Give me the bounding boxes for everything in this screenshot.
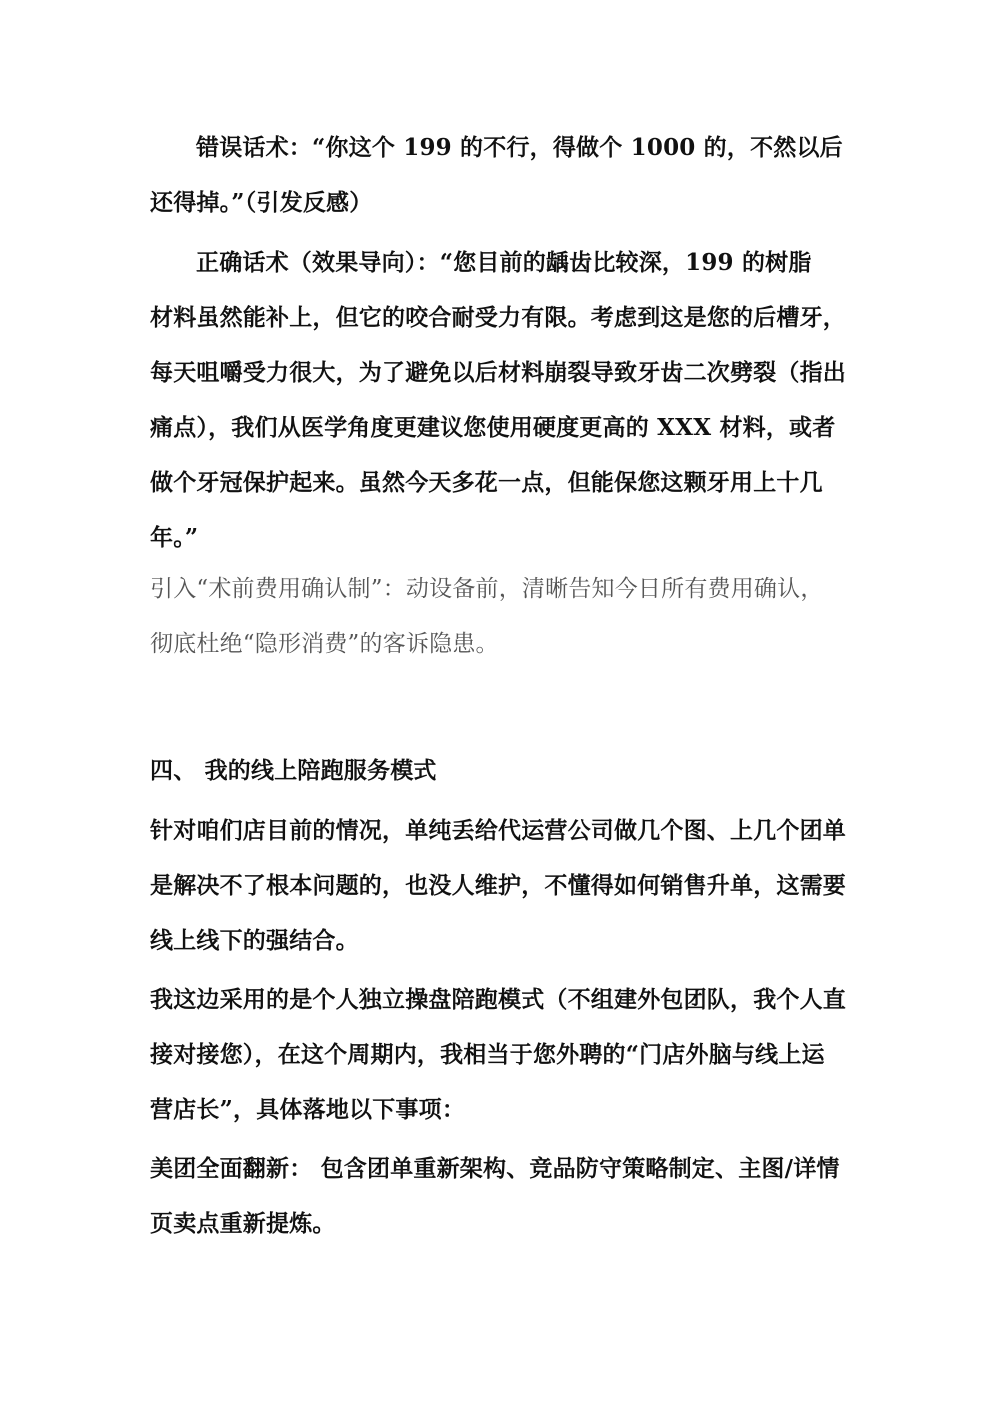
text-line: 彻底杜绝“隐形消费”的客诉隐患。 <box>150 631 499 657</box>
text-line: 还得掉。”（引发反感） <box>150 189 373 216</box>
wrong-script-paragraph <box>150 120 850 230</box>
text-line: 每天咀嚼受力很大，为了避免以后材料崩裂导致牙齿二次劈裂（指出 <box>150 359 846 386</box>
text-line: 页卖点重新提炼。 <box>150 1210 336 1237</box>
heading-text: 四、 我的线上陪跑服务模式 <box>150 757 437 784</box>
text-line: 做个牙冠保护起来。虽然今天多花一点，但能保您这颗牙用上十几 <box>150 469 823 496</box>
text-line: 营店长”，具体落地以下事项： <box>150 1096 466 1123</box>
text-line: 我这边采用的是个人独立操盘陪跑模式（不组建外包团队，我个人直 <box>150 986 846 1013</box>
service-mode-paragraph <box>150 972 850 1137</box>
correct-script-paragraph <box>150 235 850 565</box>
text-line: 美团全面翻新： 包含团单重新架构、竞品防守策略制定、主图/详情 <box>150 1155 840 1182</box>
fee-confirmation-paragraph <box>150 562 850 672</box>
meituan-paragraph <box>150 1141 850 1251</box>
text-line: 是解决不了根本问题的，也没人维护，不懂得如何销售升单，这需要 <box>150 872 846 899</box>
text-line: 线上线下的强结合。 <box>150 927 359 954</box>
text-line: 材料虽然能补上，但它的咬合耐受力有限。考虑到这是您的后槽牙， <box>150 304 846 331</box>
situation-paragraph <box>150 803 850 968</box>
text-line: 年。” <box>150 524 199 551</box>
text-line: 针对咱们店目前的情况，单纯丢给代运营公司做几个图、上几个团单 <box>150 817 846 844</box>
text-line: 接对接您），在这个周期内，我相当于您外聘的“门店外脑与线上运 <box>150 1041 825 1068</box>
text-line: 引入“术前费用确认制”：动设备前，清晰告知今日所有费用确认， <box>150 576 824 602</box>
text-line: 正确话术（效果导向）：“您目前的龋齿比较深，199 的树脂 <box>196 249 812 276</box>
section-heading <box>150 743 850 798</box>
text-line: 痛点），我们从医学角度更建议您使用硬度更高的 XXX 材料，或者 <box>150 414 836 441</box>
text-line: 错误话术：“你这个 199 的不行，得做个 1000 的，不然以后 <box>196 134 843 161</box>
